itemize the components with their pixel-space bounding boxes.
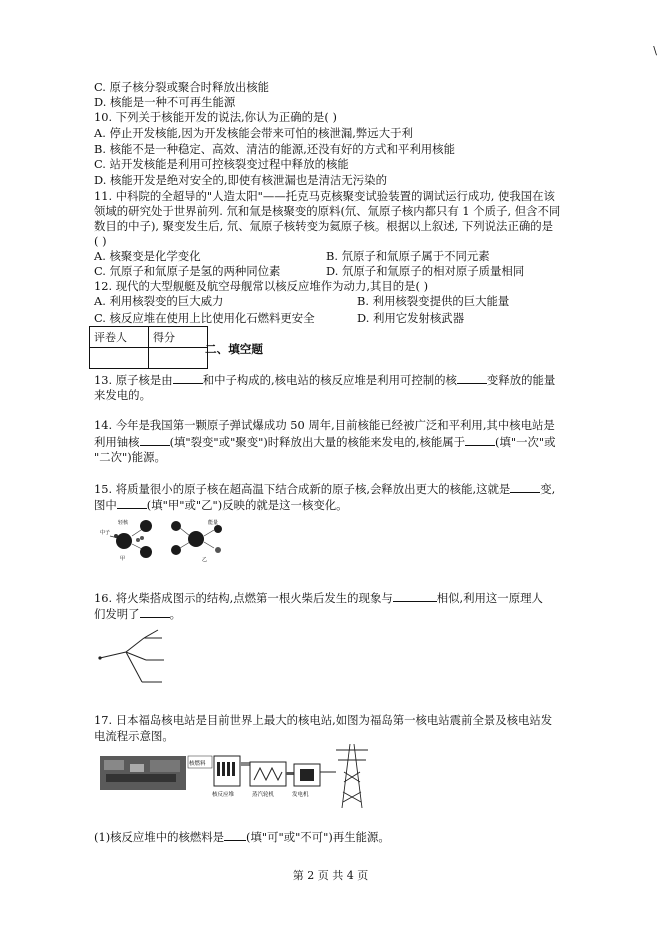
score-cell[interactable] [149, 348, 208, 369]
question-15 [94, 481, 555, 497]
q16-blank-2[interactable] [140, 606, 170, 618]
q17-1-text-b: (填"可"或"不可")再生能源。 [246, 830, 390, 844]
q16-text-b: 相似,利用这一原理人 [436, 591, 543, 605]
q15-text-c: 图中 [94, 498, 117, 512]
power-plant-figure [100, 742, 380, 814]
corner-mark: \ [653, 44, 657, 57]
question-12: 12. 现代的大型舰艇及航空母舰常以核反应堆作为动力,其目的是( ) [94, 279, 429, 293]
option-c-line: C. 原子核分裂或聚合时释放出核能 [94, 80, 270, 94]
q17-1-text-a: (1)核反应堆中的核燃料是 [94, 830, 225, 844]
question-14-line2 [94, 434, 556, 450]
question-14-line3: "二次")能源。 [94, 450, 166, 464]
q16-blank-1[interactable] [393, 590, 437, 602]
nuclear-reaction-figure [98, 514, 248, 564]
q16-text-c: 们发明了 [94, 607, 140, 621]
question-14: 14. 今年是我国第一颗原子弹试爆成功 50 周年,目前核能已经被广泛和平利用,其中核电站是 [94, 418, 555, 432]
option-d-line: D. 核能是一种不可再生能源 [94, 95, 236, 109]
question-10: 10. 下列关于核能开发的说法,你认为正确的是( ) [94, 110, 337, 124]
turbine-label: 蒸汽轮机 [252, 792, 275, 798]
light-nucleus-label: 轻核 [118, 520, 129, 526]
question-17-line2: 电流程示意图。 [94, 729, 174, 743]
q12-option-b: B. 利用核裂变提供的巨大能量 [357, 294, 510, 308]
q12-option-a: A. 利用核裂变的巨大威力 [94, 294, 224, 308]
q11-option-d: D. 氘原子和氚原子的相对原子质量相同 [326, 264, 525, 278]
question-16-line2 [94, 606, 181, 622]
question-17: 17. 日本福岛核电站是目前世界上最大的核电站,如图为福岛第一核电站震前全景及核电站发 [94, 713, 553, 727]
q13-text-b: 和中子构成的,核电站的核反应堆是利用可控制的核 [202, 373, 457, 387]
question-11-line4: ( ) [94, 234, 107, 248]
question-15-line2 [94, 497, 348, 513]
question-16 [94, 590, 543, 606]
score-header: 得分 [149, 327, 208, 348]
q15-text-d: (填"甲"或"乙")反映的就是这一核变化。 [146, 498, 348, 512]
question-11-line2: 领域的研究处于世界前列. 氘和氚是核聚变的原料(氘、氚原子核内都只有 1 个质子, 但含不同 [94, 204, 561, 218]
q13-text-c: 变释放的能量 [486, 373, 556, 387]
q13-text-a: 13. 原子核是由 [94, 373, 173, 387]
q13-blank-2[interactable] [457, 372, 487, 384]
q14-text-b: 利用铀核 [94, 435, 140, 449]
q10-option-b: B. 核能不是一种稳定、高效、清洁的能源,还没有好的方式和平利用核能 [94, 142, 455, 156]
matchstick-figure [96, 628, 176, 690]
q11-option-a: A. 核聚变是化学变化 [94, 249, 201, 263]
neutron-label: 中子 [100, 530, 111, 536]
question-13-line2: 来发电的。 [94, 388, 151, 402]
q12-option-c: C. 核反应堆在使用上比使用化石燃料更安全 [94, 311, 315, 325]
q15-blank-2[interactable] [117, 497, 147, 509]
reviewer-header: 评卷人 [90, 327, 149, 348]
fig-label-yi: 乙 [202, 557, 208, 563]
q17-1-blank[interactable] [224, 829, 246, 841]
q11-option-c: C. 氘原子和氚原子是氢的两种同位素 [94, 264, 281, 278]
score-table [89, 326, 208, 369]
fig-label-jia: 甲 [120, 556, 126, 562]
q15-text-a: 15. 将质量很小的原子核在超高温下结合成新的原子核,会释放出更大的核能,这就是 [94, 482, 511, 496]
q12-option-d: D. 利用它发射核武器 [357, 311, 465, 325]
q10-option-d: D. 核能开发是绝对安全的,即使有核泄漏也是清洁无污染的 [94, 173, 387, 187]
q16-text-a: 16. 将火柴搭成图示的结构,点燃第一根火柴后发生的现象与 [94, 591, 393, 605]
q11-option-b: B. 氘原子和氚原子属于不同元素 [326, 249, 490, 263]
q14-blank-2[interactable] [465, 434, 495, 446]
q15-blank-1[interactable] [510, 481, 540, 493]
question-17-part1 [94, 829, 390, 845]
page-footer: 第 2 页 共 4 页 [292, 869, 369, 882]
question-11-line1: 11. 中科院的全超导的"人造太阳"——托克马克核聚变试验装置的调试运行成功, 使我国在该 [94, 189, 555, 203]
reviewer-cell[interactable] [90, 348, 149, 369]
fuel-label: 核燃料 [189, 761, 206, 767]
section-title: 二、填空题 [205, 342, 263, 356]
energy-label: 能量 [208, 520, 219, 526]
question-13 [94, 372, 555, 388]
q16-text-d: 。 [169, 607, 181, 621]
q15-text-b: 变, [540, 482, 556, 496]
generator-label: 发电机 [292, 792, 309, 798]
q14-text-c: (填"裂变"或"聚变")时释放出大量的核能来发电的,核能属于 [169, 435, 466, 449]
transmission-tower-icon [336, 744, 368, 808]
q10-option-c: C. 站开发核能是利用可控核裂变过程中释放的核能 [94, 157, 349, 171]
question-11-line3: 数目的中子), 聚变发生后, 氘、氚原子核转变为氦原子核。根据以上叙述, 下列说法正确的是 [94, 219, 554, 233]
q10-option-a: A. 停止开发核能,因为开发核能会带来可怕的核泄漏,弊远大于利 [94, 126, 413, 140]
reactor-label: 核反应堆 [212, 792, 235, 798]
q14-blank-1[interactable] [140, 434, 170, 446]
q14-text-d: (填"一次"或 [495, 435, 556, 449]
q13-blank-1[interactable] [173, 372, 203, 384]
